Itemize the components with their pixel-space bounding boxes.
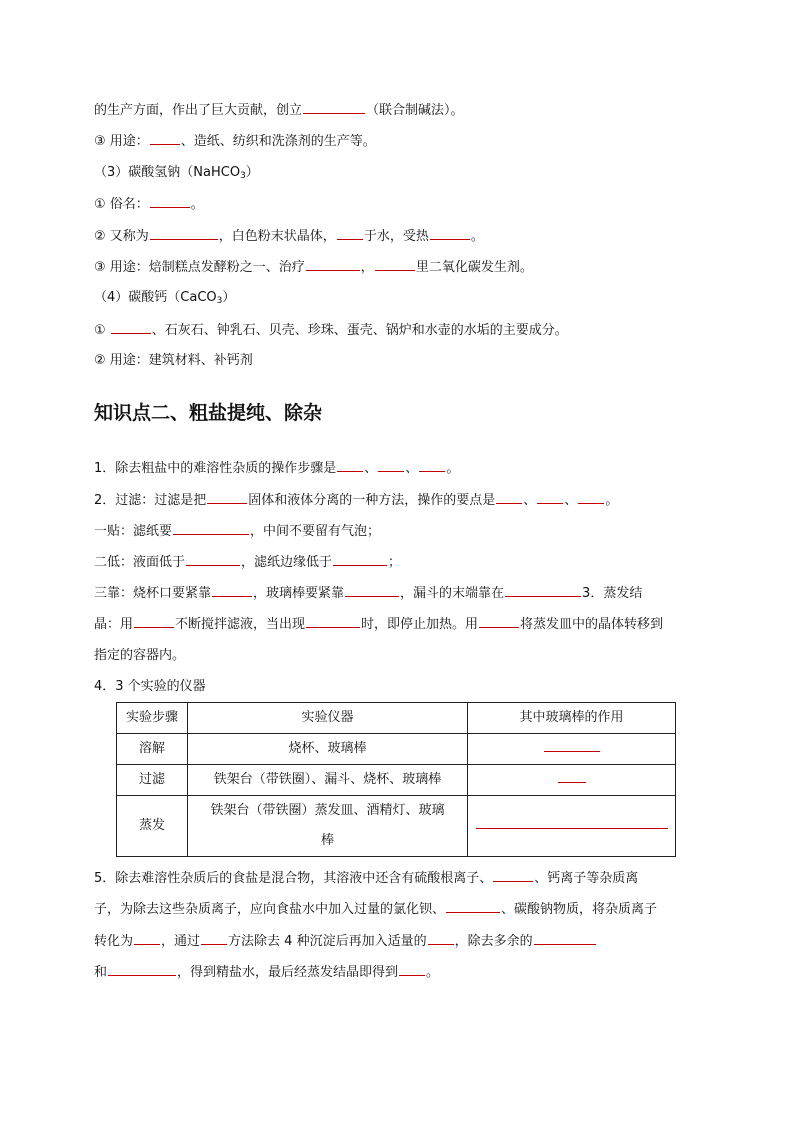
- text-line: [94, 677, 206, 697]
- text-fragment: ① 俗名：: [94, 197, 149, 212]
- answer-blank[interactable]: [378, 458, 404, 472]
- text-fragment: 、碳酸钠物质，将杂质离子: [501, 902, 658, 917]
- answer-blank[interactable]: [399, 962, 425, 976]
- text-line: [94, 646, 185, 666]
- text-fragment: （3）碳酸氢钠（NaHCO: [94, 165, 241, 180]
- answer-blank[interactable]: [537, 490, 563, 504]
- answer-blank[interactable]: [306, 257, 360, 271]
- answer-blank[interactable]: [303, 100, 365, 114]
- table-cell-role[interactable]: [468, 796, 676, 857]
- answer-blank[interactable]: [428, 931, 454, 945]
- answer-blank[interactable]: [419, 458, 445, 472]
- text-fragment: ，: [360, 260, 374, 275]
- answer-blank[interactable]: [578, 490, 604, 504]
- section-heading: 知识点二、粗盐提纯、除杂: [94, 402, 323, 424]
- table-cell-role[interactable]: [468, 765, 676, 796]
- text-fragment: 于水，受热: [363, 229, 429, 244]
- text-fragment: 里二氧化碳发生剂。: [415, 260, 533, 275]
- text-fragment: ② 用途：建筑材料、补钙剂: [94, 353, 253, 368]
- text-line: [94, 131, 376, 152]
- text-line: [94, 163, 259, 183]
- text-fragment: ；: [388, 555, 402, 570]
- answer-blank[interactable]: [150, 194, 190, 208]
- text-fragment: 。: [426, 965, 440, 980]
- text-fragment: 棒: [320, 833, 334, 848]
- table-header-cell: 其中玻璃棒的作用: [468, 703, 676, 734]
- text-fragment: 3．蒸发结: [582, 586, 643, 601]
- answer-blank[interactable]: [505, 583, 581, 597]
- text-fragment: 、: [564, 493, 578, 508]
- text-fragment: 子，为除去这些杂质离子，应向食盐水中加入过量的氯化钡、: [94, 902, 446, 917]
- text-line: [94, 226, 484, 247]
- text-line: [94, 521, 380, 542]
- answer-blank[interactable]: [207, 490, 247, 504]
- text-fragment: 晶：用: [94, 617, 134, 632]
- text-fragment: ，漏斗的末端靠在: [400, 586, 505, 601]
- text-fragment: 、石灰石、钟乳石、贝壳、珍珠、蛋壳、锅炉和水壶的水垢的主要成分。: [151, 323, 568, 338]
- text-fragment: 不断搅拌滤液，当出现: [175, 617, 306, 632]
- answer-blank[interactable]: [337, 226, 363, 240]
- table-row: [117, 765, 676, 796]
- answer-blank[interactable]: [108, 962, 176, 976]
- table-header-cell: 实验仪器: [188, 703, 468, 734]
- text-line: [94, 962, 439, 983]
- text-fragment: ，得到精盐水，最后经蒸发结晶即得到: [177, 965, 399, 980]
- text-line: [94, 458, 459, 479]
- text-fragment: ）: [222, 290, 236, 305]
- answer-blank[interactable]: [496, 490, 522, 504]
- text-line: [94, 320, 568, 341]
- text-fragment: 将蒸发皿中的晶体转移到: [520, 617, 664, 632]
- text-line: [94, 931, 597, 952]
- answer-blank[interactable]: [375, 257, 415, 271]
- table-cell-instruments: 铁架台（带铁圈）、漏斗、烧杯、玻璃棒: [188, 765, 468, 796]
- text-fragment: 。: [605, 493, 619, 508]
- text-fragment: 时，即停止加热。用: [361, 617, 479, 632]
- table-cell-step: 过滤: [117, 765, 188, 796]
- answer-blank[interactable]: [150, 131, 180, 145]
- text-fragment: ，白色粉末状晶体，: [218, 229, 336, 244]
- table-row: [117, 734, 676, 765]
- answer-blank[interactable]: [534, 931, 596, 945]
- text-fragment: 和: [94, 965, 108, 980]
- answer-blank[interactable]: [558, 768, 586, 783]
- text-fragment: 、: [364, 461, 378, 476]
- text-fragment: ）: [245, 165, 259, 180]
- table-cell-instruments: [188, 796, 468, 857]
- text-fragment: ，通过: [161, 934, 201, 949]
- answer-blank[interactable]: [345, 583, 399, 597]
- text-fragment: 铁架台（带铁圈）蒸发皿、酒精灯、玻璃: [210, 803, 445, 818]
- text-line: [94, 194, 204, 215]
- text-fragment: 、: [523, 493, 537, 508]
- table-row: [117, 796, 676, 857]
- text-fragment: 指定的容器内。: [94, 648, 186, 663]
- answer-blank[interactable]: [306, 614, 360, 628]
- text-line: [94, 583, 642, 604]
- instrument-table: [116, 702, 676, 857]
- text-fragment: ② 又称为: [94, 229, 149, 244]
- text-fragment: 4．3 个实验的仪器: [94, 679, 206, 694]
- text-line: [94, 257, 533, 278]
- table-cell-step: 蒸发: [117, 796, 188, 857]
- answer-blank[interactable]: [446, 899, 500, 913]
- text-fragment: 、钙离子等杂质离: [534, 871, 639, 886]
- text-fragment: 。: [470, 229, 484, 244]
- table-header-row: [117, 703, 676, 734]
- text-fragment: ③ 用途：: [94, 134, 149, 149]
- text-fragment: 固体和液体分离的一种方法，操作的要点是: [248, 493, 496, 508]
- text-line: [94, 100, 464, 121]
- answer-blank[interactable]: [201, 931, 227, 945]
- text-fragment: 2．过滤：过滤是把: [94, 493, 207, 508]
- text-fragment: ①: [94, 323, 106, 338]
- table-header-cell: 实验步骤: [117, 703, 188, 734]
- text-fragment: ，中间不要留有气泡；: [250, 524, 381, 539]
- text-fragment: 1．除去粗盐中的难溶性杂质的操作步骤是: [94, 461, 337, 476]
- text-fragment: 一贴：滤纸要: [94, 524, 173, 539]
- answer-blank[interactable]: [150, 226, 218, 240]
- text-line: [94, 288, 235, 308]
- answer-blank[interactable]: [186, 552, 240, 566]
- text-line: [94, 490, 618, 511]
- text-fragment: （4）碳酸钙（CaCO: [94, 290, 217, 305]
- answer-blank[interactable]: [493, 868, 533, 882]
- answer-blank[interactable]: [333, 552, 387, 566]
- text-fragment: 5．除去难溶性杂质后的食盐是混合物，其溶液中还含有硫酸根离子、: [94, 871, 493, 886]
- answer-blank[interactable]: [134, 931, 160, 945]
- text-fragment: （联合制碱法）。: [366, 103, 464, 118]
- table-cell-instruments: 烧杯、玻璃棒: [188, 734, 468, 765]
- text-fragment: 方法除去 4 种沉淀后再加入适量的: [228, 934, 427, 949]
- answer-blank[interactable]: [476, 814, 668, 829]
- answer-blank[interactable]: [430, 226, 470, 240]
- table-cell-role[interactable]: [468, 734, 676, 765]
- text-fragment: 三靠：烧杯口要紧靠: [94, 586, 212, 601]
- answer-blank[interactable]: [337, 458, 363, 472]
- answer-blank[interactable]: [212, 583, 252, 597]
- subscript: 3: [216, 296, 223, 306]
- text-fragment: 转化为: [94, 934, 134, 949]
- text-fragment: 的生产方面，作出了巨大贡献，创立: [94, 103, 303, 118]
- answer-blank[interactable]: [173, 521, 249, 535]
- table-cell-step: 溶解: [117, 734, 188, 765]
- text-fragment: 、: [405, 461, 419, 476]
- answer-blank[interactable]: [544, 737, 600, 752]
- text-line: [94, 614, 663, 635]
- text-fragment: ，滤纸边缘低于: [241, 555, 333, 570]
- text-fragment: ，除去多余的: [454, 934, 533, 949]
- text-line: [94, 868, 638, 889]
- text-fragment: 二低：液面低于: [94, 555, 186, 570]
- answer-blank[interactable]: [479, 614, 519, 628]
- text-fragment: ，玻璃棒要紧靠: [253, 586, 345, 601]
- text-line: [94, 899, 657, 920]
- text-fragment: 、造纸、纺织和洗涤剂的生产等。: [180, 134, 376, 149]
- text-fragment: 。: [190, 197, 204, 212]
- text-fragment: 。: [446, 461, 460, 476]
- text-fragment: ③ 用途：焙制糕点发酵粉之一、治疗: [94, 260, 305, 275]
- subscript: 3: [240, 171, 246, 181]
- answer-blank[interactable]: [134, 614, 174, 628]
- text-line: [94, 351, 253, 371]
- text-line: [94, 552, 401, 573]
- answer-blank[interactable]: [111, 320, 151, 334]
